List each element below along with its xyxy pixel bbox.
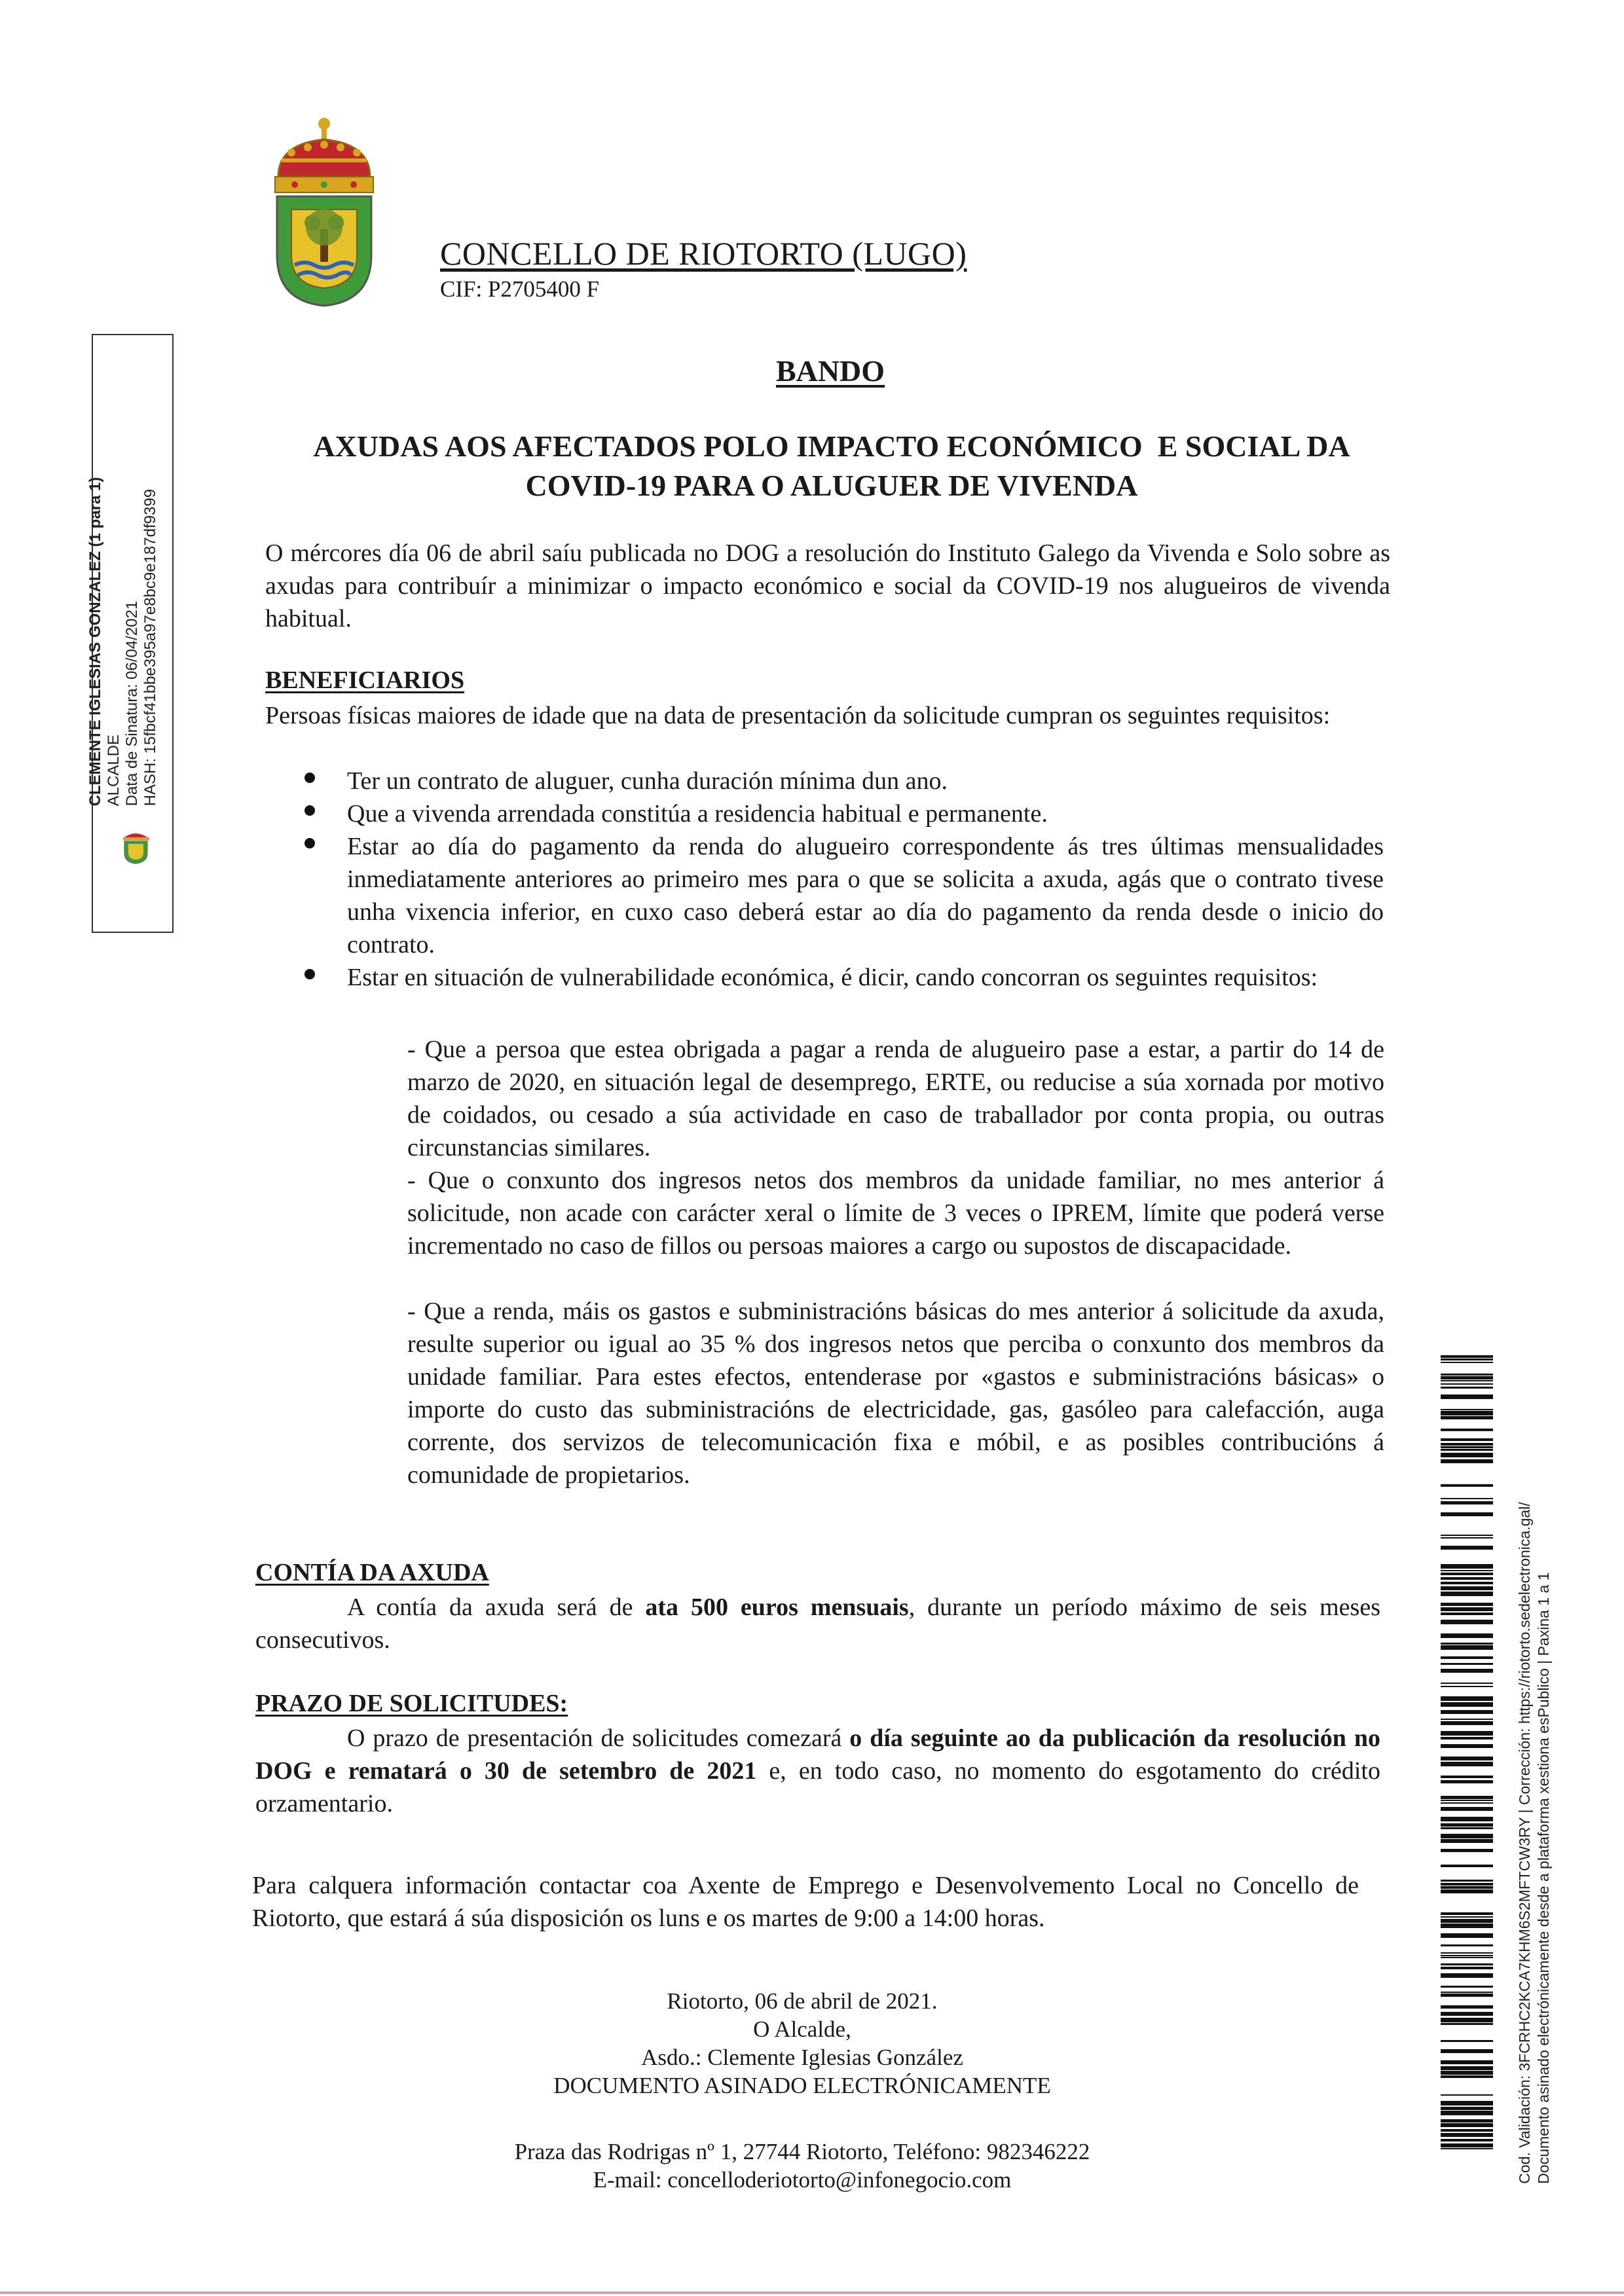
page-bottom-edge — [0, 2291, 1624, 2294]
list-item: Ter un contrato de aluguer, cunha duración mínima dun ano. — [304, 765, 1384, 797]
beneficiarios-heading: BENEFICIARIOS — [265, 666, 465, 694]
bullet-icon — [304, 838, 315, 848]
document-title-line2: COVID-19 PARA O ALUGUER DE VIVENDA — [525, 469, 1138, 502]
footer-address: Praza das Rodrigas nº 1, 27744 Riotorto, Teléfono: 982346222 — [514, 2139, 1090, 2164]
document-title — [262, 427, 1401, 505]
municipality-title: CONCELLO DE RIOTORTO (LUGO) — [440, 235, 967, 272]
place-date: Riotorto, 06 de abril de 2021. — [667, 1988, 938, 2014]
stamp-crest-icon — [105, 828, 167, 864]
vulnerability-subitem: - Que a renda, máis os gastos e subministracións básicas do mes anterior á solicitude da axuda, resulte superior ou igual ao 35 % dos ingresos netos que perciba o conxunto dos membros da unidade familiar. Para estes efectos, entenderase por «gastos e subministracións básicas» o importe do custo das subministracións de electricidade, gas, gasóleo para calefacción, auga corrente, dos servizos de telecomunicación fixa e móbil, e as posibles contribucións á comunidade de propietarios. — [407, 1298, 1384, 1489]
signature-stamp-text — [86, 477, 160, 807]
validation-platform: Documento asinado electrónicamente desde a plataforma xestiona esPublico | Paxina 1 a 1 — [1535, 1572, 1552, 2184]
beneficiarios-intro: Persoas físicas maiores de idade que na data de presentación da solicitude cumpran os seguintes requisitos: — [265, 702, 1331, 729]
bullet-icon — [304, 805, 315, 816]
prazo-heading: PRAZO DE SOLICITUDES: — [255, 1690, 568, 1717]
electronic-signature-note: DOCUMENTO ASINADO ELECTRÓNICAMENTE — [553, 2073, 1051, 2098]
list-item: Que a vivenda arrendada constitúa a residencia habitual e permanente. — [304, 797, 1384, 830]
list-item: Estar en situación de vulnerabilidade económica, é dicir, cando concorran os seguintes requisitos: — [304, 961, 1384, 994]
footer-email: E-mail: concelloderiotorto@infonegocio.com — [593, 2167, 1012, 2193]
intro-paragraph: O mércores día 06 de abril saíu publicada no DOG a resolución do Instituto Galego da Vivenda e Solo sobre as axudas para contribuír a minimizar o impacto económico e social da COVID-19 nos alugueiros de vivenda habitual. — [265, 539, 1390, 632]
contia-paragraph: A contía da axuda será de ata 500 euros mensuais, durante un período máximo de seis meses consecutivos. — [255, 1594, 1380, 1654]
signer-name: CLEMENTE IGLESIAS GONZALEZ (1 para 1) — [86, 477, 104, 807]
signature-block — [327, 1987, 1277, 2100]
barcode-icon — [1441, 1355, 1493, 2160]
contia-heading: CONTÍA DA AXUDA — [255, 1559, 489, 1586]
validation-text — [1515, 1502, 1553, 2183]
vulnerability-subitem: - Que o conxunto dos ingresos netos dos membros da unidade familiar, no mes anterior á solicitude, non acade con carácter xeral o límite de 3 veces o IPREM, límite que poderá verse incrementado no caso de fillos ou persoas maiores a cargo ou supostos de discapacidade. — [407, 1167, 1384, 1260]
signer-role: ALCALDE — [105, 734, 122, 807]
cif-text: CIF: P2705400 F — [440, 276, 600, 302]
signed-by: Asdo.: Clemente Iglesias González — [641, 2045, 963, 2070]
coat-of-arms-logo — [265, 115, 383, 311]
prazo-paragraph: O prazo de presentación de solicitudes comezará o día seguinte ao da publicación da resolución no DOG e rematará o 30 de setembro de 2021 e, en todo caso, no momento do esgotamento do crédito orzamentario. — [255, 1724, 1380, 1817]
signature-hash: HASH: 15fbcf41bbe395a97e8bc9e187df9399 — [141, 488, 159, 807]
bullet-icon — [304, 773, 315, 783]
signer-role-text: O Alcalde, — [753, 2016, 851, 2042]
bullet-icon — [304, 969, 315, 979]
document-title-line1: AXUDAS AOS AFECTADOS POLO IMPACTO ECONÓMICO E SOCIAL DA — [313, 429, 1350, 463]
footer-address-block — [327, 2138, 1277, 2194]
contact-info-paragraph: Para calquera información contactar coa Axente de Emprego e Desenvolvemento Local no Concello de Riotorto, que estará á súa disposición os luns e os martes de 9:00 a 14:00 horas. — [252, 1872, 1359, 1932]
validation-code: Cod. Validación: 3FCRHC2KCA7KHM6S2MFTCW3RY | Corrección: https://riotorto.sedelectronica.gal/ — [1516, 1502, 1533, 2184]
requirements-list — [304, 765, 1384, 994]
document-heading: BANDO — [775, 354, 885, 388]
signature-date: Data de Sinatura: 06/04/2021 — [123, 600, 141, 807]
vulnerability-subitem: - Que a persoa que estea obrigada a pagar a renda de alugueiro pase a estar, a partir do 14 de marzo de 2020, en situación legal de desemprego, ERTE, ou reducise a súa xornada por motivo de coidados, ou cesado a súa actividade en caso de traballador por conta propia, ou outras circunstancias similares. — [407, 1036, 1384, 1161]
list-item: Estar ao día do pagamento da renda do alugueiro correspondente ás tres últimas mensualidades inmediatamente anteriores ao primeiro mes para o que se solicita a axuda, agás que o contrato tivese unha vixencia inferior, en cuxo caso deberá estar ao día do pagamento da renda desde o inicio do contrato. — [304, 830, 1384, 961]
